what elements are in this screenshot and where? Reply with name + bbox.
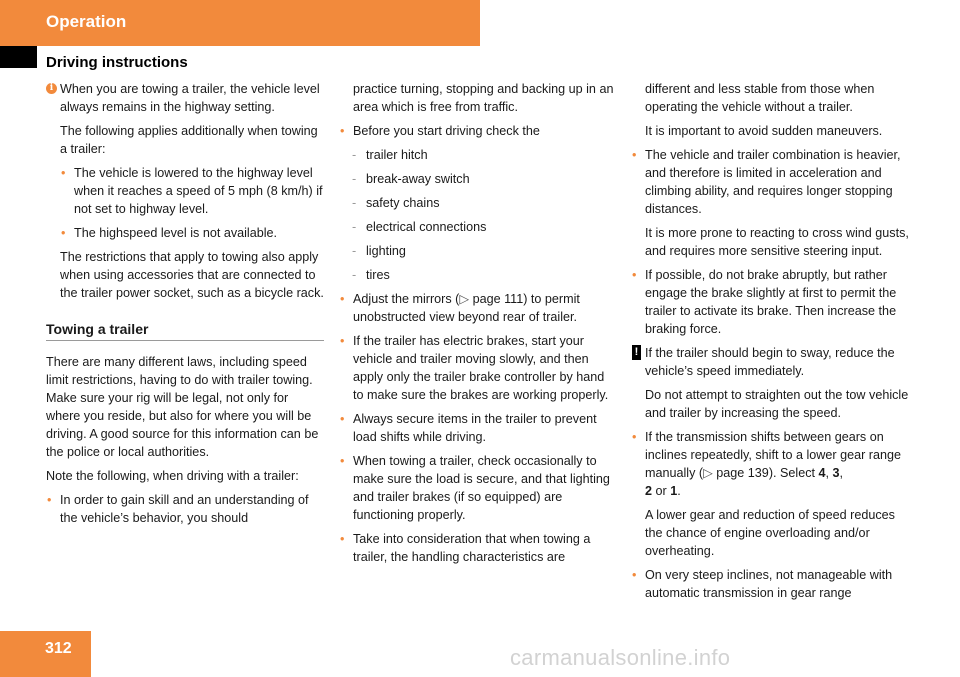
- bullet-text: Before you start driving check the: [353, 124, 540, 138]
- page-title: Driving instructions: [46, 54, 188, 71]
- note-restrictions: The restrictions that apply to towing also apply when using accessories that are connected to the trailer power socket, such as a bicycle rack.: [60, 250, 324, 300]
- column-3: [631, 80, 913, 608]
- checklist-text: break-away switch: [366, 172, 470, 186]
- bullet-icon: •: [340, 334, 345, 348]
- warning-note: [631, 344, 913, 380]
- separator: ,: [825, 466, 833, 480]
- gear-label: 3: [832, 466, 840, 480]
- page-ref-arrow-icon: ▷: [703, 466, 713, 480]
- dash-icon: -: [352, 220, 357, 234]
- paragraph: There are many different laws, including speed limit restrictions, having to do with trailer towing. Make sure your rig will be legal, not only for where you reside, but also for where you will be driving. A good source for this information can be the police or local authorities.: [46, 355, 319, 459]
- section-title: Operation: [46, 12, 127, 31]
- page-reference-link[interactable]: page 139: [716, 466, 769, 480]
- bullet-icon: •: [340, 292, 345, 306]
- paragraph: It is important to avoid sudden maneuvers.: [645, 124, 883, 138]
- dash-icon: -: [352, 196, 357, 210]
- gear-label: 2: [645, 484, 653, 498]
- checklist-text: safety chains: [366, 196, 440, 210]
- dash-icon: -: [352, 148, 357, 162]
- list-item: [339, 332, 617, 404]
- list-item: [339, 410, 617, 446]
- checklist-text: trailer hitch: [366, 148, 428, 162]
- checklist-item: [339, 194, 617, 212]
- list-item: [339, 290, 617, 326]
- list-item: [631, 266, 913, 338]
- info-note: [46, 80, 324, 116]
- paragraph: A lower gear and reduction of speed reduces the chance of engine overloading and/or overheating.: [645, 508, 895, 558]
- bullet-icon: •: [632, 568, 637, 582]
- bullet-text: On very steep inclines, not manageable with automatic transmission in gear range: [645, 568, 893, 600]
- column-1: [46, 80, 324, 533]
- note-intro: When you are towing a trailer, the vehicle level always remains in the highway setting.: [60, 82, 320, 114]
- bullet-text: Always secure items in the trailer to prevent load shifts while driving.: [353, 412, 597, 444]
- bullet-icon: •: [340, 124, 345, 138]
- page-reference-link[interactable]: page 111: [472, 292, 524, 306]
- bullet-icon: •: [61, 226, 66, 240]
- bullet-icon: •: [632, 268, 637, 282]
- list-item: [46, 491, 324, 527]
- list-item: [631, 428, 913, 500]
- bullet-text: When towing a trailer, check occasionally to make sure the load is secure, and that lighting and trailer brakes (if so equipped) are functioning properly.: [353, 454, 610, 522]
- note-bullet-text: The highspeed level is not available.: [74, 226, 278, 240]
- list-item: [631, 146, 913, 218]
- bullet-icon: •: [61, 166, 66, 180]
- list-item: [339, 452, 617, 524]
- dash-icon: -: [352, 172, 357, 186]
- checklist-item: [339, 266, 617, 284]
- bullet-text: ). Select: [768, 466, 819, 480]
- bullet-text: If possible, do not brake abruptly, but rather engage the brake slightly at first to permit the trailer to activate its brake. Then increase the braking force.: [645, 268, 897, 336]
- column-2: [339, 80, 617, 572]
- checklist-text: tires: [366, 268, 390, 282]
- bullet-text: Adjust the mirrors (: [353, 292, 460, 306]
- note-bullet-text: The vehicle is lowered to the highway level when it reaches a speed of 5 mph (8 km/h) if not set to highway level.: [74, 166, 323, 216]
- checklist-item: [339, 170, 617, 188]
- list-item: [339, 122, 617, 140]
- watermark: carmanualsonline.info: [510, 645, 731, 670]
- checklist-item: [339, 146, 617, 164]
- paragraph: It is more prone to reacting to cross wind gusts, and requires more sensitive steering input.: [645, 226, 909, 258]
- note-applies: The following applies additionally when towing a trailer:: [60, 124, 318, 156]
- separator: .: [677, 484, 681, 498]
- paragraph: Note the following, when driving with a trailer:: [46, 469, 299, 483]
- bullet-icon: •: [632, 430, 637, 444]
- paragraph: Do not attempt to straighten out the tow vehicle and trailer by increasing the speed.: [645, 388, 909, 420]
- bullet-icon: •: [340, 532, 345, 546]
- checklist-text: lighting: [366, 244, 406, 258]
- list-item: [46, 224, 324, 242]
- gear-label: 4: [818, 466, 826, 480]
- checklist-item: [339, 242, 617, 260]
- page-number: 312: [45, 640, 72, 657]
- checklist-text: electrical connections: [366, 220, 487, 234]
- dash-icon: -: [352, 244, 357, 258]
- bullet-icon: •: [632, 148, 637, 162]
- bullet-text: Take into consideration that when towing a trailer, the handling characteristics are: [353, 532, 591, 564]
- separator: or: [652, 484, 671, 498]
- chapter-tab-marker: [0, 46, 37, 68]
- bullet-icon: •: [47, 493, 52, 507]
- continued-text: practice turning, stopping and backing up in an area which is free from traffic.: [353, 82, 614, 114]
- page-ref-arrow-icon: ▷: [459, 292, 470, 306]
- bullet-text: The vehicle and trailer combination is heavier, and therefore is limited in acceleration and climbing ability, and requires longer stopping distances.: [645, 148, 901, 216]
- list-item: [46, 164, 324, 218]
- list-item: [631, 566, 913, 602]
- bullet-icon: •: [340, 454, 345, 468]
- bullet-text: In order to gain skill and an understanding of the vehicle’s behavior, you should: [60, 493, 309, 525]
- bullet-icon: •: [340, 412, 345, 426]
- bullet-text: If the trailer has electric brakes, start your vehicle and trailer moving slowly, and then apply only the trailer brake controller by hand to make sure the brakes are working properly.: [353, 334, 609, 402]
- dash-icon: -: [352, 268, 357, 282]
- warning-text: If the trailer should begin to sway, reduce the vehicle’s speed immediately.: [645, 346, 895, 378]
- continued-text: different and less stable from those when operating the vehicle without a trailer.: [645, 82, 875, 114]
- bullet-text: If the transmission shifts between gears on inclines repeatedly, shift to a lower gear range manually (: [645, 430, 901, 480]
- separator: ,: [839, 466, 844, 480]
- checklist-item: [339, 218, 617, 236]
- section-heading: Towing a trailer: [46, 320, 324, 341]
- gear-label: 1: [670, 484, 678, 498]
- bullet-text: ) to permit unobstructed view beyond rear of trailer.: [353, 292, 580, 324]
- list-item: [339, 530, 617, 566]
- warning-icon: !: [632, 345, 641, 360]
- info-icon: i: [46, 83, 57, 94]
